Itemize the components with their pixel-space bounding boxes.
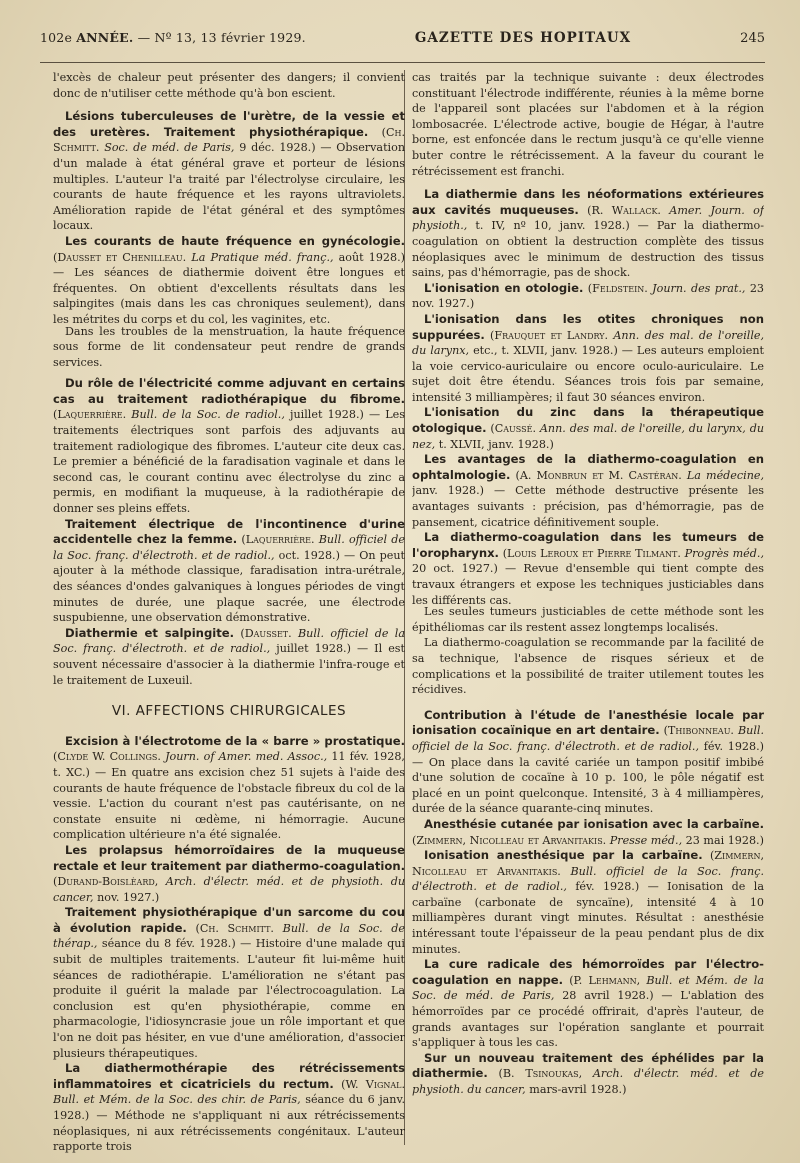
entry-journal: Soc. de méd. de Paris,: [104, 141, 235, 155]
section-heading: VI. AFFECTIONS CHIRURGICALES: [111, 703, 347, 720]
entry-body: fév. 1928.) — Ionisation de la carbaïne (carbonate de syncaïne), intensité 4 à 10 milliampères durant vingt minutes. Résultat : anesthésie intéressant toute l'épaisseur de la peau pendant plus de dix minutes.: [412, 880, 764, 956]
annee-label: ANNÉE.: [76, 30, 134, 45]
entry-author: Laquerrière.: [57, 408, 127, 422]
entry-title: Contribution à l'étude de l'anesthésie locale par ionisation cocaïnique en art dentaire.: [412, 707, 764, 738]
entry-author: Frauquet et Landry.: [494, 328, 609, 342]
abstract-entry: Traitement physiothérapique d'un sarcome du cou à évolution rapide. (Ch. Schmitt. Bull. de la Soc. de thérap., séance du 8 fév. 1928.) — Histoire d'une malade qui subit de multiples traitements. L'auteur fit lui-même huit séances de radiothérapie. L'amélioration ne s'étant pas produite il guérit la malade par l'électrocoagulation. La conclusion est qu'en physiothérapie, comme en pharmacologie, l'idiosyncrasie joue un rôle important et que l'on ne doit pas hésiter, en vue d'une amélioration, d'associer plusieurs thérapeutiques.: [53, 905, 405, 1060]
entry-journal: Journ. of Amer. med. Assoc.,: [165, 750, 328, 764]
abstract-list: [412, 187, 764, 608]
abstract-entry: L'ionisation du zinc dans la thérapeutique otologique. (Caussé. Ann. des mal. de l'oreille, du larynx, du nez, t. XLVII, janv. 1928.): [412, 405, 764, 451]
entry-author: Louis Leroux et Pierre Tilmant.: [507, 546, 681, 560]
entry-author: Dausset.: [244, 626, 292, 640]
entry-author: Laquerrière.: [245, 533, 315, 547]
entry-journal: Journ. des prat.,: [652, 281, 746, 295]
abstract-entry: Les avantages de la diathermo-coagulation en ophtalmologie. (A. Monbrun et M. Castéran. La médecine, janv. 1928.) — Cette méthode destructive présente les avantages suivants : précision, pas d'hémorragie, pas de pansement, cicatrice définitivement souple.: [412, 452, 764, 529]
entry-title: Sur un nouveau traitement des éphélides par la diathermie.: [412, 1050, 764, 1081]
entry-body: mars-avril 1928.): [529, 1083, 627, 1096]
entry-body: t. IV, nº 10, janv. 1928.) — Par la diathermo-coagulation on obtient la destruction complète des tissus néoplasiques avec le minimum de destruction des tissus sains, pas d'hémorragie, pas de shock.: [412, 219, 764, 280]
entry-journal: Arch. d'électr. méd. et de physioth. du cancer,: [53, 875, 405, 904]
body-paragraph: Les seules tumeurs justiciables de cette méthode sont les épithéliomas car ils restent assez longtemps localisés.: [412, 605, 764, 634]
abstract-entry: La diathermo-coagulation dans les tumeurs de l'oropharynx. (Louis Leroux et Pierre Tilmant. Progrès méd., 20 oct. 1927.) — Revue d'ensemble qui tient compte des travaux étrangers et expose les techniques justiciables dans les différents cas.: [412, 530, 764, 607]
entry-body: oct. 1928.) — On peut ajouter à la méthode classique, faradisation intra-urétrale, des séances d'ondes galvaniques à longues périodes de vingt minutes de durée, une plaque sacrée, une électrode suspubienne, une observation démonstrative.: [53, 548, 405, 625]
entry-author: Ch. Schmitt.: [199, 921, 274, 935]
entry-author: Thibonneau.: [667, 724, 734, 738]
entry-title: Lésions tuberculeuses de l'urètre, de la vessie et des uretères. Traitement physiothérapique.: [53, 109, 405, 139]
entry-title: Diathermie et salpingite.: [65, 625, 235, 640]
body-paragraph: La diathermo-coagulation se recommande par la facilité de sa technique, l'absence de risques sérieux et de complications et la possibilité de traiter utilement toutes les récidives.: [412, 636, 764, 697]
abstract-entry: Diathermie et salpingite. (Dausset. Bull. officiel de la Soc. franç. d'électroth. et de radiol., juillet 1928.) — Il est souvent nécessaire d'associer à la diathermie l'infra-rouge et le traitement de Luxeuil.: [53, 625, 405, 687]
entry-author: Dausset et Chenilleau.: [57, 250, 187, 264]
abstract-list: [412, 708, 764, 1098]
abstract-list: [53, 376, 405, 688]
entry-body: t. XLVII, janv. 1928.): [438, 437, 554, 451]
abstract-entry: Les courants de haute fréquence en gynécologie. (Dausset et Chenilleau. La Pratique méd. franç., août 1928.) — Les séances de diathermie doivent être longues et fréquentes. On obtient d'excellents résultats dans les salpingites (mais dans les cas chroniques seulement), dans les métrites du corps et du col, les vaginites, etc.: [53, 233, 405, 326]
page-number: 245: [740, 31, 765, 46]
entry-title: Traitement physiothérapique d'un sarcome du cou à évolution rapide.: [53, 905, 405, 935]
issue-date: — Nº 13, 13 février 1929.: [137, 30, 306, 45]
entry-journal: Progrès méd.,: [684, 546, 764, 560]
entry-author: A. Monbrun et M. Castéran.: [519, 468, 682, 482]
entry-title: Excision à l'électrotome de la « barre » prostatique.: [65, 733, 405, 748]
entry-body: nov. 1927.): [97, 890, 160, 904]
entry-body: 11 fév. 1928, t. XC.) — En quatre ans excision chez 51 sujets à l'aide des courants de haute fréquence de l'obstacle fibreux du col de la vessie. L'action du courant n'est pas cautérisante, on ne constate ensuite ni œdème, ni hémorragie. Aucune complication ultérieure n'a été signalée.: [53, 750, 405, 842]
entry-journal: Bull. officiel de la Soc. franç. d'électroth. et de radiol.,: [53, 533, 405, 562]
abstract-entry: La cure radicale des hémorroïdes par l'électro-coagulation en nappe. (P. Lehmann, Bull. et Mém. de la Soc. de méd. de Paris, 28 avril 1928.) — L'ablation des hémorroïdes par ce procédé offrirait, d'après l'auteur, de grands avantages sur l'opération sanglante et pourrait s'appliquer à tous les cas.: [412, 957, 764, 1050]
right-column: [412, 70, 764, 1155]
entry-journal: Bull. officiel de la Soc. franç. d'électroth. et de radiol.,: [412, 864, 764, 894]
abstract-entry: Sur un nouveau traitement des éphélides par la diathermie. (B. Tsinoukas, Arch. d'électr. méd. et de physioth. du cancer, mars-avril 1928.): [412, 1050, 764, 1096]
entry-body: janv. 1928.) — Cette méthode destructive présente les avantages suivants : précision, pas d'hémorragie, pas de pansement, cicatrice définitivement souple.: [412, 484, 764, 529]
entry-body: 23 mai 1928.): [685, 833, 764, 847]
entry-title: Du rôle de l'électricité comme adjuvant en certains cas au traitement radiothérapique du fibrome.: [53, 376, 405, 406]
entry-title: La diathermo-coagulation dans les tumeurs de l'oropharynx.: [412, 530, 764, 560]
entry-body: fév. 1928.) — On place dans la cavité cariée un tampon positif imbibé d'une solution de cocaïne à 10 p. 100, le pôle négatif est placé en un point quelconque. Intensité, 3 à 4 milliampères, durée de la séance quarante-cinq minutes.: [412, 739, 764, 816]
abstract-list: [53, 734, 405, 1155]
abstract-entry: Les prolapsus hémorroïdaires de la muqueuse rectale et leur traitement par diathermo-coagulation. (Durand-Boislèard, Arch. d'électr. méd. et de physioth. du cancer, nov. 1927.): [53, 842, 405, 904]
abstract-entry: Traitement électrique de l'incontinence d'urine accidentelle chez la femme. (Laquerrière. Bull. officiel de la Soc. franç. d'électroth. et de radiol., oct. 1928.) — On peut ajouter à la méthode classique, faradisation intra-urétrale, des séances d'ondes galvaniques à longues périodes de vingt minutes de durée, une plaque sacrée, une électrode suspubienne, une observation démonstrative.: [53, 516, 405, 625]
entry-body: séance du 8 fév. 1928.) — Histoire d'une malade qui subit de multiples traitements. L'auteur fit lui-même huit séances de radiothérapie. L'amélioration ne s'étant pas produite il guérit la malade par l'électrocoagulation. La conclusion est qu'en physiothérapie, comme en pharmacologie, l'idiosyncrasie joue un rôle important et que l'on ne doit pas hésiter, en vue d'une amélioration, d'associer plusieurs thérapeutiques.: [53, 937, 405, 1060]
entry-body: séance du 6 janv. 1928.) — Méthode ne s'appliquant ni aux rétrécissements néoplasiques, ni aux rétrécissements congénitaux. L'auteur rapporte trois: [53, 1093, 405, 1154]
entry-author: Zimmern, Nicolleau et Arvanitakis.: [416, 833, 607, 847]
entry-journal: Bull. de la Soc. de thérap.,: [53, 921, 405, 951]
entry-body: 9 déc. 1928.) — Observation d'un malade à état général grave et porteur de lésions multiples. L'auteur l'a traité par l'électrolyse circulaire, les courants de haute fréquence et les rayons ultraviolets. Amélioration rapide de l'état général et des symptômes locaux.: [53, 141, 405, 233]
entry-author: P. Lehmann,: [573, 973, 641, 987]
entry-journal: Bull. officiel de la Soc. franç. d'électroth. et de radiol.,: [53, 626, 405, 656]
body-paragraph: Dans les troubles de la menstruation, la haute fréquence sous forme de lit condensateur peut rendre de grands services.: [53, 324, 405, 369]
entry-title: L'ionisation en otologie.: [424, 280, 584, 295]
entry-author: Zimmern, Nicolleau et Arvanitakis.: [412, 849, 764, 878]
entry-journal: Bull. de la Soc. de radiol.,: [131, 408, 285, 422]
entry-body: juillet 1928.) — Il est souvent nécessaire d'associer à la diathermie l'infra-rouge et le traitement de Luxeuil.: [53, 642, 405, 687]
entry-journal: Ann. des mal. de l'oreille, du larynx, du nez,: [412, 422, 764, 451]
abstract-entry: L'ionisation en otologie. (Feldstein. Journ. des prat., 23 nov. 1927.): [412, 280, 764, 311]
abstract-entry: Anesthésie cutanée par ionisation avec la carbaïne. (Zimmern, Nicolleau et Arvanitakis. Presse méd., 23 mai 1928.): [412, 816, 764, 847]
entry-author: Clyde W. Collings.: [57, 750, 161, 764]
journal-title: GAZETTE DES HOPITAUX: [414, 30, 632, 46]
entry-body: 28 avril 1928.) — L'ablation des hémorroïdes par ce procédé offrirait, d'après l'auteur, de grands avantages sur l'opération sanglante et pourrait s'appliquer à tous les cas.: [412, 989, 764, 1050]
abstract-entry: Lésions tuberculeuses de l'urètre, de la vessie et des uretères. Traitement physiothérapique. (Ch. Schmitt. Soc. de méd. de Paris, 9 déc. 1928.) — Observation d'un malade à état général grave et porteur de lésions multiples. L'auteur l'a traité par l'électrolyse circulaire, les courants de haute fréquence et les rayons ultraviolets. Amélioration rapide de l'état général et des symptômes locaux.: [53, 109, 405, 233]
issue-info: [40, 30, 306, 45]
entry-title: Anesthésie cutanée par ionisation avec la carbaïne.: [424, 816, 764, 831]
abstract-list: [53, 109, 405, 327]
abstract-entry: L'ionisation dans les otites chroniques non suppurées. (Frauquet et Landry. Ann. des mal. de l'oreille, du larynx, etc., t. XLVII, janv. 1928.) — Les auteurs emploient la voie cervico-auriculaire ou encore oculo-auriculaire. Le sujet doit être étendu. Séances trois fois par semaine, intensité 3 milliampères; il faut 30 séances environ.: [412, 311, 764, 404]
year: 102e: [40, 30, 73, 45]
entry-title: La cure radicale des hémorroïdes par l'électro-coagulation en nappe.: [412, 957, 764, 987]
page-header: [40, 30, 765, 63]
entry-journal: Amer. Journ. of physioth.,: [412, 203, 764, 233]
entry-journal: Bull. officiel de la Soc. franç. d'électroth. et de radiol.,: [412, 724, 764, 753]
intro-paragraph: l'excès de chaleur peut présenter des dangers; il convient donc de n'utiliser cette méthode qu'à bon escient.: [53, 71, 405, 100]
left-column: [53, 70, 405, 1155]
entry-title: Traitement électrique de l'incontinence d'urine accidentelle chez la femme.: [53, 516, 405, 547]
entry-author: Ch. Schmitt.: [53, 125, 405, 155]
entry-author: Feldstein.: [592, 281, 648, 295]
entry-title: Les courants de haute fréquence en gynécologie.: [65, 233, 405, 248]
entry-author: B. Tsinoukas,: [502, 1067, 583, 1081]
entry-title: L'ionisation dans les otites chroniques non suppurées.: [412, 311, 764, 342]
entry-journal: La médecine,: [686, 468, 764, 482]
entry-body: août 1928.) — Les séances de diathermie doivent être longues et fréquentes. On obtient d'excellents résultats dans les salpingites (mais dans les cas chroniques seulement), dans les métrites du corps et du col, les vaginites, etc.: [53, 250, 405, 326]
entry-body: 23 nov. 1927.): [412, 281, 764, 311]
entry-author: Durand-Boislèard,: [57, 875, 159, 889]
entry-body: etc., t. XLVII, janv. 1928.) — Les auteurs emploient la voie cervico-auriculaire ou encore oculo-auriculaire. Le sujet doit être étendu. Séances trois fois par semaine, intensité 3 milliampères; il faut 30 séances environ.: [412, 344, 764, 404]
entry-journal: Arch. d'électr. méd. et de physioth. du cancer,: [412, 1067, 764, 1096]
abstract-entry: Contribution à l'étude de l'anesthésie locale par ionisation cocaïnique en art dentaire. (Thibonneau. Bull. officiel de la Soc. franç. d'électroth. et de radiol., fév. 1928.) — On place dans la cavité cariée un tampon positif imbibé d'une solution de cocaïne à 10 p. 100, le pôle négatif est placé en un point quelconque. Intensité, 3 à 4 milliampères, durée de la séance quarante-cinq minutes.: [412, 707, 764, 816]
entry-title: L'ionisation du zinc dans la thérapeutique otologique.: [412, 405, 764, 436]
abstract-entry: Excision à l'électrotome de la « barre » prostatique. (Clyde W. Collings. Journ. of Amer. med. Assoc., 11 fév. 1928, t. XC.) — En quatre ans excision chez 51 sujets à l'aide des courants de haute fréquence de l'obstacle fibreux du col de la vessie. L'action du courant n'est pas cautérisante, on ne constate ensuite ni œdème, ni hémorragie. Aucune complication ultérieure n'a été signalée.: [53, 733, 405, 842]
entry-title: La diathermothérapie des rétrécissements inflammatoires et cicatriciels du rectum.: [53, 1061, 405, 1091]
abstract-entry: Ionisation anesthésique par la carbaïne. (Zimmern, Nicolleau et Arvanitakis. Bull. officiel de la Soc. franç. d'électroth. et de radiol., fév. 1928.) — Ionisation de la carbaïne (carbonate de syncaïne), intensité 4 à 10 milliampères durant vingt minutes. Résultat : anesthésie intéressant toute l'épaisseur de la peau pendant plus de dix minutes.: [412, 848, 764, 956]
entry-author: W. Vignal.: [345, 1077, 405, 1091]
entry-title: La diathermie dans les néoformations extérieures aux cavités muqueuses.: [412, 187, 764, 217]
entry-title: Les avantages de la diathermo-coagulation en ophtalmologie.: [412, 452, 764, 482]
entry-journal: Ann. des mal. de l'oreille, du larynx,: [412, 328, 764, 358]
intro-paragraph: cas traités par la technique suivante : deux électrodes constituant l'électrode indifférente, réunies à la même borne de l'appareil sont placées sur l'abdomen et à la région lombosacrée. L'électrode active, bougie de Hégar, à l'autre borne, est enfoncée dans le rectum jusqu'à ce qu'elle vienne buter contre le rétrécissement. A la faveur du courant le rétrécissement est franchi.: [412, 71, 764, 178]
abstract-entry: Du rôle de l'électricité comme adjuvant en certains cas au traitement radiothérapique du fibrome. (Laquerrière. Bull. de la Soc. de radiol., juillet 1928.) — Les traitements électriques sont parfois des adjuvants au traitement radiologique des fibromes. L'auteur cite deux cas. Le premier a bénéficié de la faradisation vaginale et dans le second cas, le courant continu avec électrolyse du zinc a permis, en modifiant la muqueuse, à la radiothérapie de donner ses pleins effets.: [53, 376, 405, 516]
entry-journal: Bull. et Mém. de la Soc. de méd. de Paris,: [412, 973, 764, 1003]
entry-body: juillet 1928.) — Les traitements électriques sont parfois des adjuvants au traitement radiologique des fibromes. L'auteur cite deux cas. Le premier a bénéficié de la faradisation vaginale et dans le second cas, le courant continu avec électrolyse du zinc a permis, en modifiant la muqueuse, à la radiothérapie de donner ses pleins effets.: [53, 408, 405, 516]
entry-title: Ionisation anesthésique par la carbaïne.: [424, 848, 703, 863]
abstract-entry: La diathermie dans les néoformations extérieures aux cavités muqueuses. (R. Wallack. Amer. Journ. of physioth., t. IV, nº 10, janv. 1928.) — Par la diathermo-coagulation on obtient la destruction complète des tissus néoplasiques avec le minimum de destruction des tissus sains, pas d'hémorragie, pas de shock.: [412, 187, 764, 280]
entry-body: 20 oct. 1927.) — Revue d'ensemble qui tient compte des travaux étrangers et expose les techniques justiciables dans les différents cas.: [412, 562, 764, 607]
entry-journal: La Pratique méd. franç.,: [191, 250, 334, 264]
entry-journal: Bull. et Mém. de la Soc. des chir. de Paris,: [53, 1093, 301, 1107]
entry-journal: Presse méd.,: [609, 833, 683, 847]
entry-author: R. Wallack.: [591, 203, 661, 217]
entry-author: Caussé.: [494, 422, 536, 436]
abstract-entry: La diathermothérapie des rétrécissements inflammatoires et cicatriciels du rectum. (W. Vignal. Bull. et Mém. de la Soc. des chir. de Paris, séance du 6 janv. 1928.) — Méthode ne s'appliquant ni aux rétrécissements néoplasiques, ni aux rétrécissements congénitaux. L'auteur rapporte trois: [53, 1061, 405, 1154]
entry-title: Les prolapsus hémorroïdaires de la muqueuse rectale et leur traitement par diathermo-coagulation.: [53, 842, 405, 873]
